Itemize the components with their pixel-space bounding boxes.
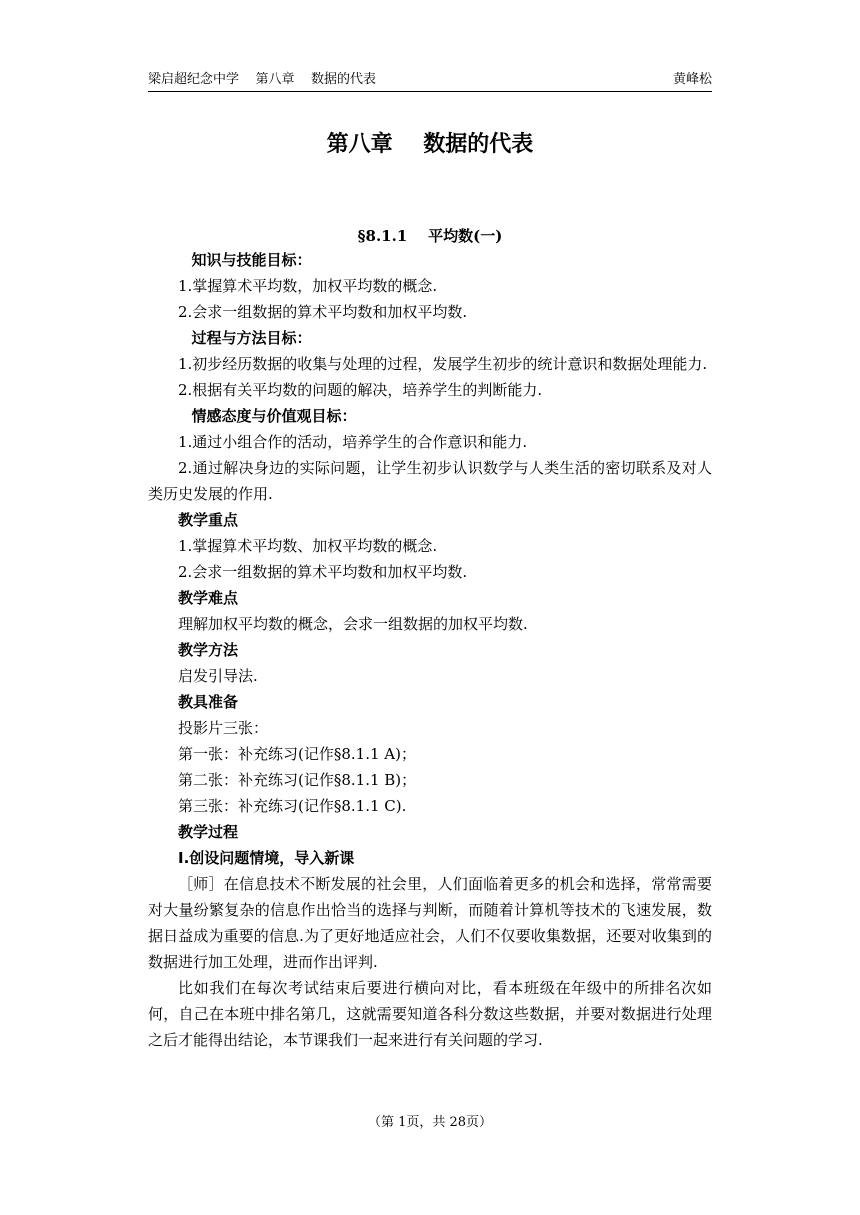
heading-emotion-goals: 情感态度与价值观目标：	[191, 407, 357, 425]
knowledge-item-1: 1.掌握算术平均数，加权平均数的概念.	[178, 277, 438, 295]
tools-item-1: 投影片三张：	[178, 719, 269, 737]
header-author: 黄峰松	[672, 72, 712, 87]
emotion-item-2: 2.通过解决身边的实际问题，让学生初步认识数学与人类生活的密切联系及对人类历史发展的作用.	[148, 459, 712, 503]
tools-item-2: 第一张：补充练习(记作§8.1.1 A)；	[178, 745, 416, 763]
key-point-1: 1.掌握算术平均数、加权平均数的概念.	[178, 537, 438, 555]
heading-step-1: Ⅰ.创设问题情境，导入新课	[178, 849, 355, 867]
tools-item-3: 第二张：补充练习(记作§8.1.1 B)；	[178, 771, 417, 789]
heading-key-points: 教学重点	[178, 511, 239, 529]
header-left: 梁启超纪念中学 第八章 数据的代表	[148, 72, 377, 87]
key-point-2: 2.会求一组数据的算术平均数和加权平均数.	[178, 563, 468, 581]
process-item-1: 1.初步经历数据的收集与处理的过程，发展学生初步的统计意识和数据处理能力.	[178, 355, 708, 373]
knowledge-item-2: 2.会求一组数据的算术平均数和加权平均数.	[178, 303, 468, 321]
page-header	[148, 68, 712, 92]
heading-difficulties: 教学难点	[178, 589, 239, 607]
paragraph-1: ［师］在信息技术不断发展的社会里，人们面临着更多的机会和选择，常常需要对大量纷繁复杂的信息作出恰当的选择与判断，而随着计算机等技术的飞速发展，数据日益成为重要的信息.为了更好地适应社会，人们不仅要收集数据，还要对收集到的数据进行加工处理，进而作出评判.	[148, 875, 712, 971]
document-body	[148, 247, 712, 1053]
process-item-2: 2.根据有关平均数的问题的解决，培养学生的判断能力.	[178, 381, 543, 399]
emotion-item-1: 1.通过小组合作的活动，培养学生的合作意识和能力.	[178, 433, 528, 451]
section-title: §8.1.1 平均数(一)	[357, 227, 503, 245]
chapter-title: 第八章 数据的代表	[326, 132, 534, 157]
page-footer: （第 1页，共 28页）	[367, 1115, 493, 1130]
teaching-method-item: 启发引导法.	[178, 667, 258, 685]
difficulty-item: 理解加权平均数的概念，会求一组数据的加权平均数.	[178, 615, 528, 633]
heading-process-goals: 过程与方法目标：	[191, 329, 312, 347]
heading-knowledge-goals: 知识与技能目标：	[191, 251, 312, 269]
heading-teaching-tools: 教具准备	[178, 693, 239, 711]
heading-teaching-process: 教学过程	[178, 823, 239, 841]
paragraph-2: 比如我们在每次考试结束后要进行横向对比，看本班级在年级中的所排名次如何，自己在本班中排名第几，这就需要知道各科分数这些数据，并要对数据进行处理之后才能得出结论，本节课我们一起来进行有关问题的学习.	[148, 979, 712, 1049]
heading-teaching-method: 教学方法	[178, 641, 239, 659]
tools-item-4: 第三张：补充练习(记作§8.1.1 C).	[178, 797, 407, 815]
